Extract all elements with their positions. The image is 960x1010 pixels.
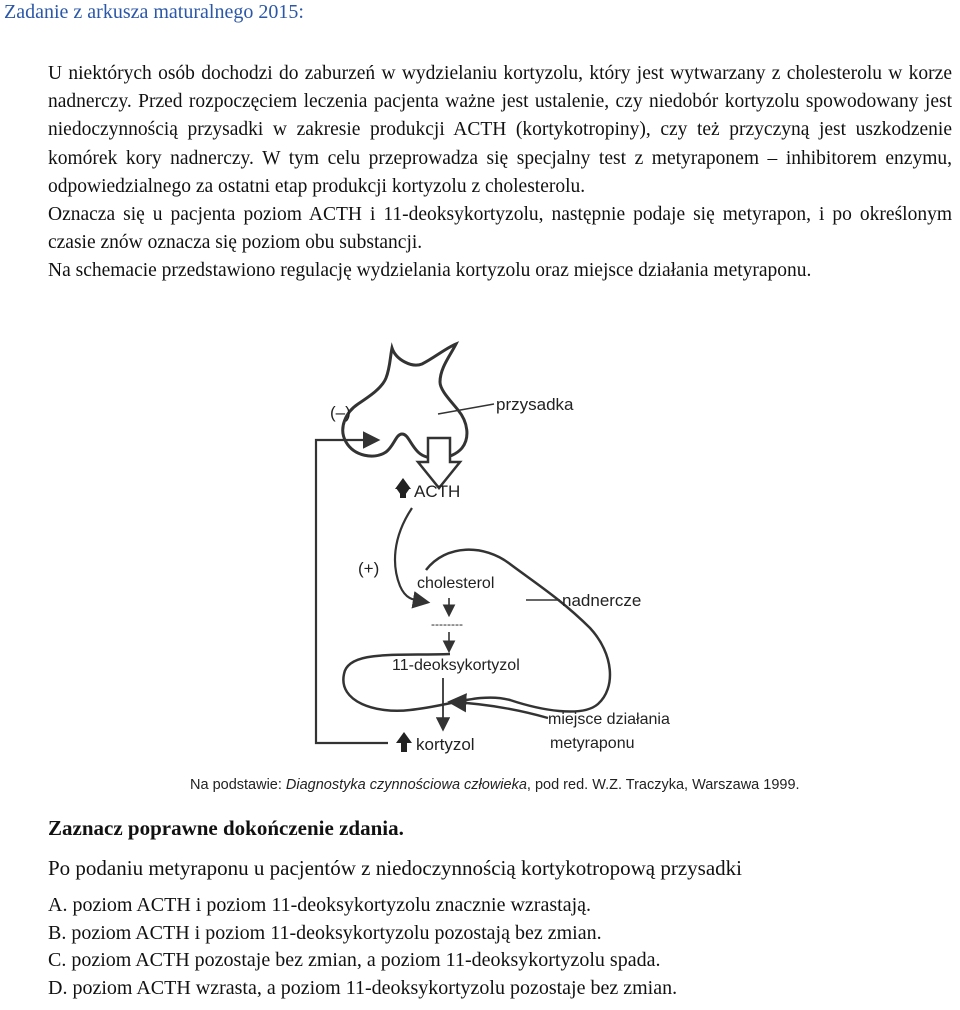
pituitary-label: przysadka [496,395,574,414]
page-title: Zadanie z arkusza maturalnego 2015: [4,1,304,23]
answer-option-a[interactable]: A. poziom ACTH i poziom 11-deoksykortyzolu znacznie wzrastają. [48,894,591,916]
pathway-intermediates: -------- [431,617,463,631]
cortisol-regulation-diagram [300,338,740,768]
answer-options [48,892,677,1002]
metyrapone-site-label-1: miejsce działania [548,711,670,728]
source-citation [190,777,952,793]
answer-option-c[interactable]: C. poziom ACTH pozostaje bez zmian, a poziom 11-deoksykortyzolu spada. [48,949,661,972]
answer-option-b[interactable]: B. poziom ACTH i poziom 11-deoksykortyzolu pozostają bez zmian. [48,921,602,944]
cholesterol-label: cholesterol [417,575,495,592]
adrenal-label: nadnercze [562,591,642,610]
acth-label: ACTH [414,482,461,501]
positive-stimulus-label: (+) [358,559,380,578]
metyrapone-site-label-2: metyraponu [550,735,635,752]
source-suffix: , pod red. W.Z. Traczyka, Warszawa 1999. [526,777,800,793]
task-instruction: Zaznacz poprawne dokończenie zdania. [48,816,404,840]
pituitary-output-arrow [418,438,460,488]
adrenal-gland-outline [343,550,610,712]
source-prefix: Na podstawie: [190,777,286,793]
acth-up-arrow-shape [395,478,411,498]
source-title: Diagnostyka czynnościowa człowieka [285,777,527,793]
metyrapone-site-pointer [452,702,548,718]
cortisol-label: kortyzol [416,735,475,754]
intro-text [48,60,952,286]
question-stem: Po podaniu metyraponu u pacjentów z niedoczynnością kortykotropową przysadki [48,856,742,880]
pituitary-leader-line [438,404,494,414]
deoxycortisol-label: 11-deoksykortyzol [392,657,520,674]
negative-feedback-label: (–) [330,403,351,422]
intro-paragraph-3: Na schemacie przedstawiono regulację wydzielania kortyzolu oraz miejsce działania metyraponu. [48,260,812,282]
answer-option-d[interactable]: D. poziom ACTH wzrasta, a poziom 11-deoksykortyzolu pozostaje bez zmian. [48,976,678,999]
intro-paragraph-2: Oznacza się u pacjenta poziom ACTH i 11-deoksykortyzolu, następnie podaje się metyrapon, i po określonym czasie znów oznacza się poziom obu substancji. [48,204,952,254]
cortisol-up-arrow [396,732,412,752]
intro-paragraph-1: U niektórych osób dochodzi do zaburzeń w wydzielaniu kortyzolu, który jest wytwarzany z cholesterolu w korze nadnerczy. Przed rozpoczęciem leczenia pacjenta ważne jest ustalenie, czy niedobór kortyzolu spowodowany jest niedoczynnością przysadki w zakresie produkcji ACTH (kortykotropiny), czy też przyczyną jest uszkodzenie komórek kory nadnerczy. W tym celu przeprowadza się specjalny test z metyraponem – inhibitorem enzymu, odpowiedzialnego za ostatni etap produkcji kortyzolu z cholesterolu. [48,63,952,197]
